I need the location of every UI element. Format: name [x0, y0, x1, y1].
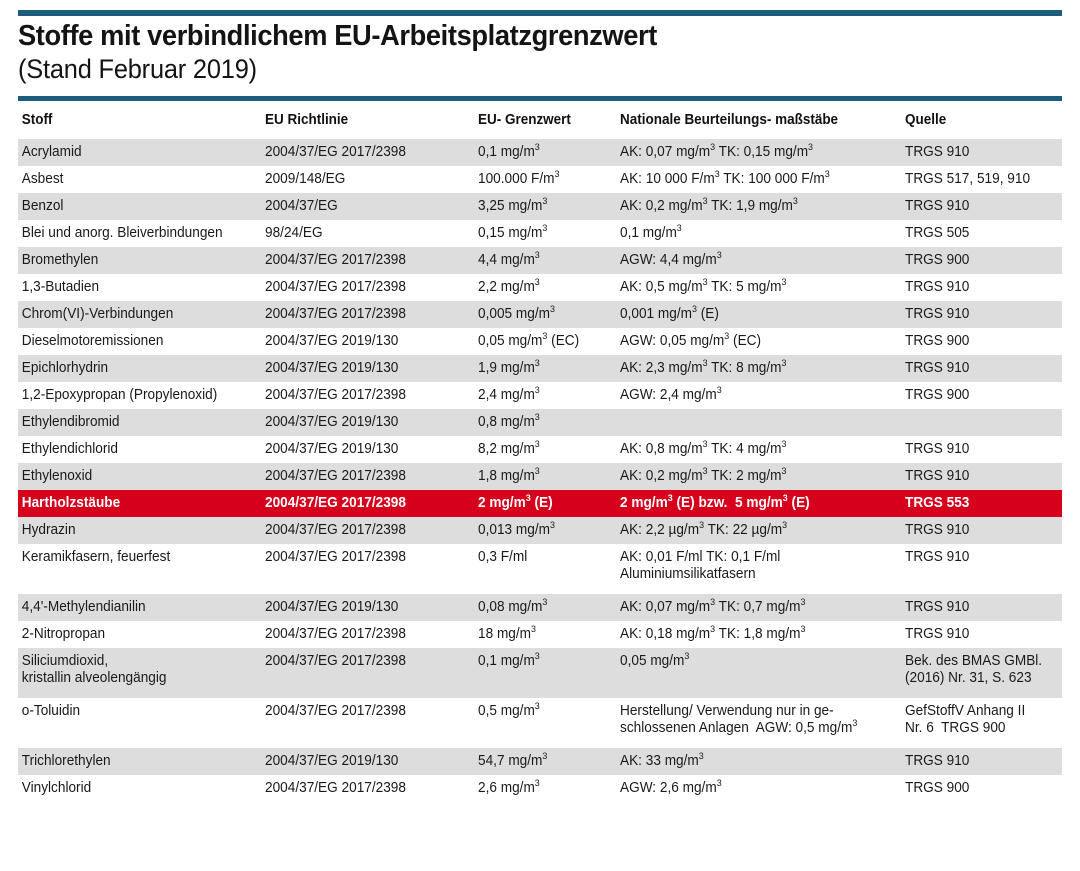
cell-grenzwert: 100.000 $F/m^3$: [478, 169, 560, 187]
cell-quelle: TRGS 900: [905, 252, 970, 268]
table-row: [18, 139, 1062, 166]
substances-table: [18, 108, 1062, 802]
table-row: [18, 698, 1062, 748]
table-row: [18, 517, 1062, 544]
cell-stoff: Siliciumdioxid, kristallin alveolengängig: [21, 653, 167, 686]
cell-national: AK: 0,18 $mg/m^3$ TK: 1,8 $mg/m^3$: [620, 624, 806, 642]
cell-richtlinie: 2004/37/EG 2017/2398: [265, 468, 406, 484]
cell-grenzwert: 0,013 $mg/m^3$: [478, 520, 555, 538]
cell-richtlinie: 2004/37/EG 2017/2398: [265, 703, 406, 719]
table-row-highlighted: [18, 490, 1062, 517]
table-row: [18, 775, 1062, 802]
cell-grenzwert: 0,08 $mg/m^3$: [478, 597, 548, 615]
cell-quelle: TRGS 910: [905, 522, 970, 538]
cell-grenzwert: 18 $mg/m^3$: [478, 624, 537, 642]
cell-national: AGW: 4,4 $mg/m^3$: [620, 250, 722, 268]
cell-quelle: TRGS 910: [905, 144, 970, 160]
cell-richtlinie: 98/24/EG: [265, 225, 323, 241]
table-row: [18, 544, 1062, 594]
table-header-row: [18, 108, 1062, 139]
cell-stoff: Vinylchlorid: [21, 780, 92, 796]
page-subtitle: (Stand Februar 2019): [18, 54, 257, 84]
table-row: [18, 621, 1062, 648]
cell-richtlinie: 2004/37/EG 2017/2398: [265, 306, 406, 322]
cell-richtlinie: 2004/37/EG 2017/2398: [265, 495, 406, 511]
cell-quelle: TRGS 910: [905, 599, 970, 615]
cell-grenzwert: 2,4 $mg/m^3$: [478, 385, 540, 403]
table-row: [18, 463, 1062, 490]
cell-quelle: GefStoffV Anhang II Nr. 6 TRGS 900: [905, 703, 1026, 736]
cell-national: AK: 2,2 $\mu g/m^3$ TK: 22 $\mu g/m^3$: [620, 520, 788, 538]
cell-grenzwert: 0,05 $mg/m^3$ (EC): [478, 331, 580, 349]
table-row: [18, 648, 1062, 698]
cell-grenzwert: 2,6 $mg/m^3$: [478, 778, 540, 796]
cell-national: Herstellung/ Verwendung nur in ge- schlossenen Anlagen AGW: 0,5 $mg/m^3$: [620, 703, 858, 736]
cell-grenzwert: 3,25 $mg/m^3$: [478, 196, 548, 214]
cell-national: 0,05 $mg/m^3$: [620, 651, 690, 669]
cell-richtlinie: 2004/37/EG 2017/2398: [265, 279, 406, 295]
cell-quelle: TRGS 910: [905, 306, 970, 322]
cell-richtlinie: 2004/37/EG 2019/130: [265, 414, 399, 430]
cell-national: AGW: 2,4 $mg/m^3$: [620, 385, 722, 403]
cell-national: 0,1 $mg/m^3$: [620, 223, 682, 241]
table-row: [18, 274, 1062, 301]
cell-grenzwert: 2 $mg/m^3$ (E): [478, 493, 553, 511]
cell-richtlinie: 2004/37/EG 2017/2398: [265, 780, 406, 796]
cell-quelle: TRGS 910: [905, 279, 970, 295]
table-row: [18, 748, 1062, 775]
cell-national: AK: 0,2 $mg/m^3$ TK: 1,9 $mg/m^3$: [620, 196, 798, 214]
cell-national: AGW: 0,05 $mg/m^3$ (EC): [620, 331, 762, 349]
table-row: [18, 166, 1062, 193]
cell-quelle: [905, 409, 1053, 418]
cell-richtlinie: 2004/37/EG 2019/130: [265, 441, 399, 457]
cell-richtlinie: 2004/37/EG 2017/2398: [265, 626, 406, 642]
table-row: [18, 382, 1062, 409]
cell-national: AK: 2,3 $mg/m^3$ TK: 8 $mg/m^3$: [620, 358, 787, 376]
page-title: Stoffe mit verbindlichem EU-Arbeitsplatzgrenzwert: [18, 20, 657, 52]
table-row: [18, 193, 1062, 220]
cell-national: AK: 0,2 $mg/m^3$ TK: 2 $mg/m^3$: [620, 466, 787, 484]
column-header-quelle: Quelle: [905, 112, 947, 128]
cell-grenzwert: 0,5 $mg/m^3$: [478, 701, 540, 719]
cell-quelle: TRGS 505: [905, 225, 970, 241]
column-header-stoff: Stoff: [21, 112, 53, 128]
cell-quelle: TRGS 910: [905, 360, 970, 376]
cell-national: AK: 0,07 $mg/m^3$ TK: 0,15 $mg/m^3$: [620, 142, 814, 160]
cell-grenzwert: 1,9 $mg/m^3$: [478, 358, 540, 376]
table-row: [18, 247, 1062, 274]
cell-quelle: TRGS 517, 519, 910: [905, 171, 1031, 187]
cell-quelle: TRGS 900: [905, 780, 970, 796]
cell-grenzwert: 0,1 $mg/m^3$: [478, 651, 540, 669]
cell-national: AK: 0,5 $mg/m^3$ TK: 5 $mg/m^3$: [620, 277, 787, 295]
cell-national: AK: 0,07 $mg/m^3$ TK: 0,7 $mg/m^3$: [620, 597, 806, 615]
cell-national: AK: 33 $mg/m^3$: [620, 751, 704, 769]
cell-grenzwert: 4,4 $mg/m^3$: [478, 250, 540, 268]
cell-national: 2 $mg/m^3$ (E) bzw. 5 $mg/m^3$ (E): [620, 493, 810, 511]
cell-stoff: o-Toluidin: [21, 703, 81, 719]
cell-quelle: TRGS 900: [905, 387, 970, 403]
cell-national: AK: 10 000 $F/m^3$ TK: 100 000 $F/m^3$: [620, 169, 830, 187]
cell-quelle: TRGS 553: [905, 495, 970, 511]
cell-national: 0,001 $mg/m^3$ (E): [620, 304, 719, 322]
column-header-richtlinie: EU Richtlinie: [265, 112, 349, 128]
cell-quelle: TRGS 910: [905, 441, 970, 457]
table-row: [18, 355, 1062, 382]
cell-richtlinie: 2004/37/EG 2017/2398: [265, 522, 406, 538]
cell-stoff: Ethylenoxid: [21, 468, 93, 484]
cell-richtlinie: 2004/37/EG 2017/2398: [265, 653, 406, 669]
cell-grenzwert: 0,1 $mg/m^3$: [478, 142, 540, 160]
cell-grenzwert: 8,2 $mg/m^3$: [478, 439, 540, 457]
cell-stoff: Hydrazin: [21, 522, 76, 538]
cell-stoff: Trichlorethylen: [21, 753, 111, 769]
cell-quelle: Bek. des BMAS GMBl. (2016) Nr. 31, S. 623: [905, 653, 1043, 686]
cell-quelle: TRGS 910: [905, 549, 970, 565]
cell-richtlinie: 2004/37/EG 2017/2398: [265, 387, 406, 403]
cell-grenzwert: 0,005 $mg/m^3$: [478, 304, 555, 322]
cell-stoff: Epichlorhydrin: [21, 360, 109, 376]
cell-national: [620, 409, 888, 418]
cell-stoff: Ethylendibromid: [21, 414, 120, 430]
cell-national: AK: 0,01 F/ml TK: 0,1 F/ml Aluminiumsilikatfasern: [620, 549, 781, 582]
cell-stoff: Hartholzstäube: [21, 495, 121, 511]
cell-richtlinie: 2004/37/EG 2019/130: [265, 360, 399, 376]
cell-stoff: Dieselmotoremissionen: [21, 333, 164, 349]
cell-richtlinie: 2004/37/EG 2017/2398: [265, 144, 406, 160]
cell-quelle: TRGS 910: [905, 468, 970, 484]
cell-stoff: Ethylendichlorid: [21, 441, 118, 457]
cell-stoff: Acrylamid: [21, 144, 82, 160]
cell-grenzwert: 2,2 $mg/m^3$: [478, 277, 540, 295]
title-underline-rule: [18, 96, 1062, 101]
cell-grenzwert: 0,3 F/ml: [478, 549, 528, 565]
cell-stoff: 4,4'-Methylendianilin: [21, 599, 146, 615]
cell-grenzwert: 54,7 $mg/m^3$: [478, 751, 548, 769]
cell-national: AGW: 2,6 $mg/m^3$: [620, 778, 722, 796]
cell-stoff: 1,3-Butadien: [21, 279, 100, 295]
cell-grenzwert: 1,8 $mg/m^3$: [478, 466, 540, 484]
top-rule: [18, 10, 1062, 16]
cell-stoff: 1,2-Epoxypropan (Propylenoxid): [21, 387, 218, 403]
cell-stoff: Chrom(VI)-Verbindungen: [21, 306, 174, 322]
cell-richtlinie: 2004/37/EG 2019/130: [265, 333, 399, 349]
cell-richtlinie: 2009/148/EG: [265, 171, 346, 187]
table-row: [18, 301, 1062, 328]
column-header-national: Nationale Beurteilungs- maßstäbe: [620, 112, 839, 128]
cell-stoff: 2-Nitropropan: [21, 626, 106, 642]
cell-stoff: Asbest: [21, 171, 64, 187]
column-header-grenzwert: EU- Grenzwert: [478, 112, 571, 128]
cell-stoff: Bromethylen: [21, 252, 99, 268]
table-row: [18, 220, 1062, 247]
cell-richtlinie: 2004/37/EG 2017/2398: [265, 549, 406, 565]
cell-richtlinie: 2004/37/EG: [265, 198, 338, 214]
cell-quelle: TRGS 910: [905, 198, 970, 214]
cell-stoff: Keramikfasern, feuerfest: [21, 549, 171, 565]
cell-richtlinie: 2004/37/EG 2019/130: [265, 753, 399, 769]
title-block: [18, 20, 1062, 84]
table-body: [18, 139, 1062, 802]
cell-grenzwert: 0,15 $mg/m^3$: [478, 223, 548, 241]
table-row: [18, 594, 1062, 621]
cell-stoff: Benzol: [21, 198, 64, 214]
table-row: [18, 409, 1062, 436]
cell-grenzwert: 0,8 $mg/m^3$: [478, 412, 540, 430]
cell-stoff: Blei und anorg. Bleiverbindungen: [21, 225, 223, 241]
table-row: [18, 328, 1062, 355]
table-row: [18, 436, 1062, 463]
cell-quelle: TRGS 900: [905, 333, 970, 349]
cell-quelle: TRGS 910: [905, 753, 970, 769]
cell-quelle: TRGS 910: [905, 626, 970, 642]
cell-richtlinie: 2004/37/EG 2017/2398: [265, 252, 406, 268]
cell-richtlinie: 2004/37/EG 2019/130: [265, 599, 399, 615]
cell-national: AK: 0,8 $mg/m^3$ TK: 4 $mg/m^3$: [620, 439, 787, 457]
